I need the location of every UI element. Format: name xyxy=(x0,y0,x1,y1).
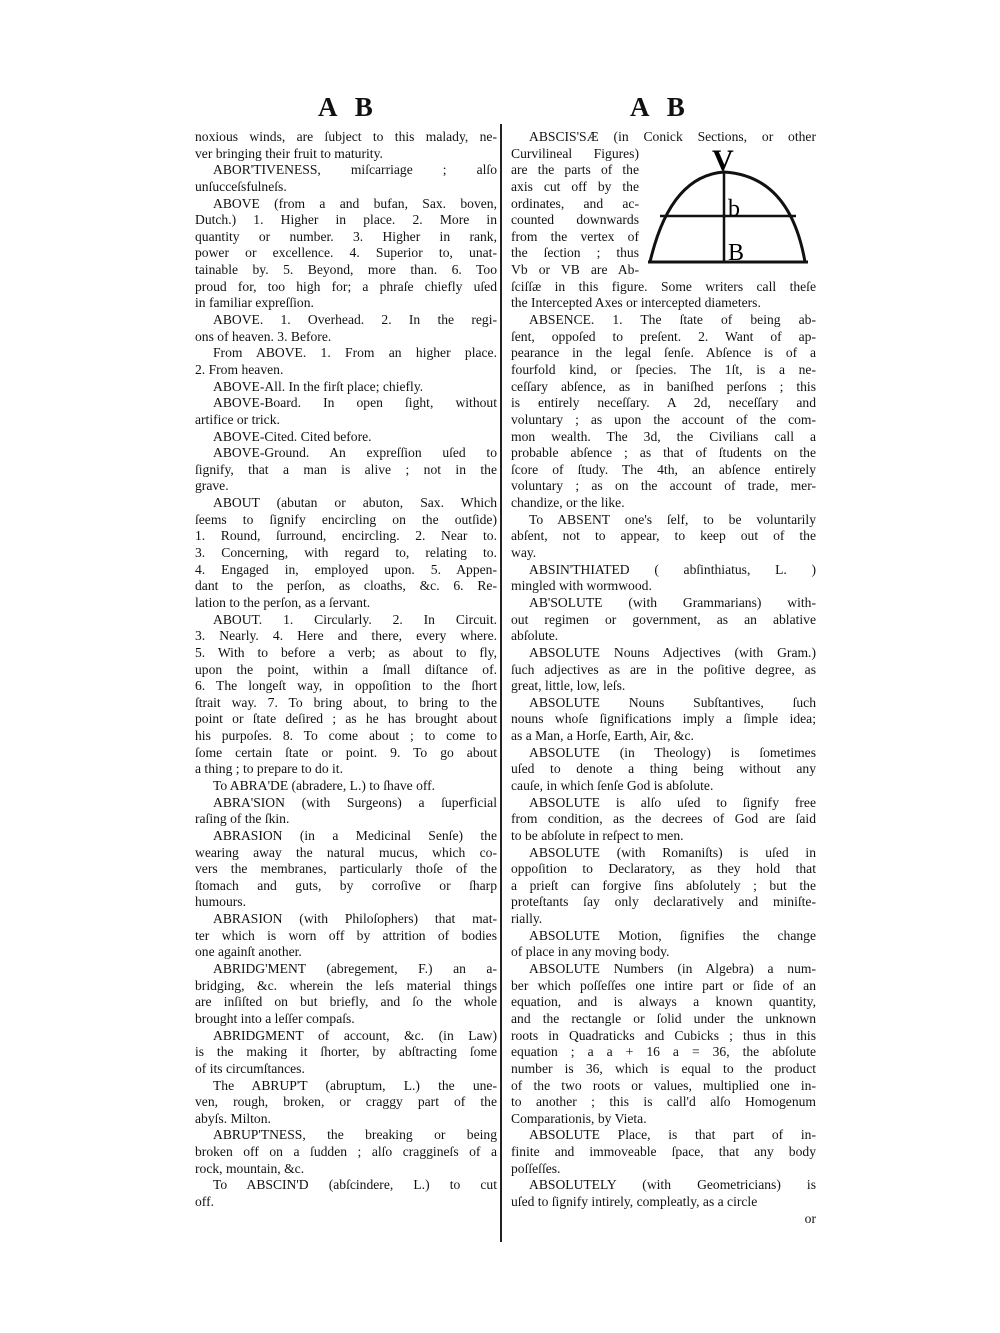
entry-text-line: as a Man, a Horſe, Earth, Air, &c. xyxy=(511,728,694,744)
entry-text-line: is the making it ſhorter, by abſtracting ſome xyxy=(195,1044,497,1060)
entry-text-line: wearing away the natural mucus, which co- xyxy=(195,844,497,860)
entry-text-line: point or ſtate deſired ; as he has brought about xyxy=(195,711,497,727)
entry-text-line: ſeems to ſignify encircling on the outſide) xyxy=(195,511,497,527)
entry-text-line: ceſſary abſence, as in baniſhed perſons ; this xyxy=(511,378,816,394)
entry-text-line: great, little, low, leſs. xyxy=(511,678,626,694)
entry-text-line: voluntary ; as upon the account of the com- xyxy=(511,411,816,427)
entry-text-line: a thing ; to prepare to do it. xyxy=(195,761,343,777)
entry-text-line: are inſiſted on but briefly, and ſo the whole xyxy=(195,994,497,1010)
entry-headline: ABOUT (abutan or abuton, Sax. Which xyxy=(213,495,497,511)
entry-headline: ABSOLUTE Nouns Subſtantives, ſuch xyxy=(529,694,816,710)
entry-text-line: from the vertex of xyxy=(511,228,639,244)
entry-text-line: grave. xyxy=(195,478,229,494)
entry-headline: ABRUP'TNESS, the breaking or being xyxy=(213,1127,497,1143)
entry-text-line: Vb or VB are Ab- xyxy=(511,262,639,278)
entry-text-line: lation to the perſon, as a ſervant. xyxy=(195,594,371,610)
entry-text-line: axis cut off by the xyxy=(511,178,639,194)
entry-text-line: of its circumſtances. xyxy=(195,1060,305,1076)
entry-text-line: the Intercepted Axes or intercepted diameters. xyxy=(511,295,761,311)
entry-headline: ABSOLUTE (with Romaniſts) is uſed in xyxy=(529,844,816,860)
entry-headline: ABRA'SION (with Surgeons) a ſuperficial xyxy=(213,794,497,810)
entry-headline: or xyxy=(804,1210,816,1226)
entry-headline: ABOVE (from a and bufan, Sax. boven, xyxy=(213,195,497,211)
entry-text-line: 4. Engaged in, employed upon. 5. Appen- xyxy=(195,561,497,577)
entry-text-line: 5. With to before a verb; as about to fly, xyxy=(195,644,497,660)
entry-text-line: proud for, too high for; a phraſe chiefly uſed xyxy=(195,278,497,294)
entry-text-line: way. xyxy=(511,545,537,561)
entry-text-line: rially. xyxy=(511,911,543,927)
entry-text-line: his purpoſes. 8. To come about ; to come to xyxy=(195,728,497,744)
entry-text-line: are the parts of the xyxy=(511,162,639,178)
entry-text-line: unſucceſsfulneſs. xyxy=(195,178,287,194)
entry-text-line: tainable by. 5. Beyond, more than. 6. Too xyxy=(195,262,497,278)
vertex-label: V xyxy=(712,144,734,177)
entry-text-line: ſuch adjectives as are in the poſitive degree, as xyxy=(511,661,816,677)
entry-text-line: off. xyxy=(195,1194,215,1209)
entry-text-line: number is 36, which is equal to the product xyxy=(511,1060,816,1076)
entry-text-line: uſed to denote a thing being without any xyxy=(511,761,816,777)
entry-text-line: in familiar expreſſion. xyxy=(195,295,314,311)
entry-text-line: is entirely neceſſary. A 2d, neceſſary and xyxy=(511,395,816,411)
entry-text-line: humours. xyxy=(195,894,246,910)
entry-text-line: and the rectangle or ſolid under the unknown xyxy=(511,1010,816,1026)
entry-text-line: the ſection ; thus xyxy=(511,245,639,261)
entry-text-line: ſent, oppoſed to preſent. 2. Want of ap- xyxy=(511,328,816,344)
entry-text-line: 6. The longeſt way, in oppoſition to the ſhort xyxy=(195,678,497,694)
entry-headline: ABSCIS'SÆ (in Conick Sections, or other xyxy=(529,129,816,144)
entry-text-line: quantity or number. 3. Higher in rank, xyxy=(195,228,497,244)
entry-text-line: poſſeſſes. xyxy=(511,1160,561,1176)
entry-text-line: 3. Nearly. 4. Here and there, every where. xyxy=(195,628,497,644)
entry-text-line: ſcore of ſtudy. The 4th, an abſence entirely xyxy=(511,461,816,477)
entry-headline: ABOR'TIVENESS, miſcarriage ; alſo xyxy=(213,162,497,178)
entry-text-line: one againſt another. xyxy=(195,944,302,960)
entry-text-line: brought into a leſſer compaſs. xyxy=(195,1010,355,1026)
running-header-right: A B xyxy=(630,92,691,122)
entry-text-line: oppoſition to Declaratory, as they hold that xyxy=(511,861,816,877)
entry-text-line: pearance in the legal ſenſe. Abſence is of a xyxy=(511,345,816,361)
entry-text-line: vers the membranes, particularly thoſe of the xyxy=(195,861,497,877)
entry-text-line: bridging, &c. wherein the leſs material things xyxy=(195,977,497,993)
entry-text-line: from condition, as the decrees of God are ſaid xyxy=(511,811,816,827)
entry-headline: ABOVE. 1. Overhead. 2. In the regi- xyxy=(213,312,497,328)
entry-text-line: mon wealth. The 3d, the Civilians call a xyxy=(511,428,816,444)
entry-text-line: abſent, not to appear, to keep out of the xyxy=(511,528,816,544)
entry-text-line: counted downwards xyxy=(511,212,639,228)
entry-text-line: upon the point, within a ſmall diſtance of. xyxy=(195,661,497,677)
entry-text-line: of the two roots or values, multiplied one in- xyxy=(511,1077,816,1093)
entry-text-line: 1. Round, ſurround, encircling. 2. Near to. xyxy=(195,528,497,544)
entry-text-line: power or excellence. 4. Superior to, unat- xyxy=(195,245,497,261)
entry-headline: ABOVE-Ground. An expreſſion uſed to xyxy=(213,445,497,461)
entry-headline: ABSIN'THIATED ( abſinthiatus, L. ) xyxy=(529,561,816,577)
entry-text-line: uſed to ſignify intirely, compleatly, as a circle xyxy=(511,1194,758,1209)
running-header-left: A B xyxy=(318,92,379,122)
entry-headline: ABRASION (in a Medicinal Senſe) the xyxy=(213,827,497,843)
entry-headline: noxious winds, are ſubject to this malady, ne- xyxy=(195,129,497,144)
point-B-label: B xyxy=(728,240,745,266)
entry-text-line: equation ; a a + 16 a = 36, the abſolute xyxy=(511,1044,816,1060)
entry-text-line: to another ; this is call'd alſo Homogenum xyxy=(511,1094,816,1110)
entry-text-line: nouns whoſe ſignifications imply a ſimple idea; xyxy=(511,711,816,727)
entry-headline: ABOVE-All. In the firſt place; chiefly. xyxy=(213,378,424,394)
entry-text-line: mingled with wormwood. xyxy=(511,578,652,594)
entry-text-line: 3. Concerning, with regard to, relating to. xyxy=(195,545,497,561)
entry-text-line: to be abſolute in reſpect to men. xyxy=(511,827,684,843)
entry-headline: ABSOLUTE (in Theology) is ſometimes xyxy=(529,744,816,760)
entry-headline: ABSENCE. 1. The ſtate of being ab- xyxy=(529,312,816,328)
entry-text-line: 2. From heaven. xyxy=(195,361,284,377)
entry-headline: To ABRA'DE (abradere, L.) to ſhave off. xyxy=(213,777,436,793)
entry-text-line: broken off on a ſudden ; alſo cragginеſs of a xyxy=(195,1144,497,1160)
entry-text-line: chandize, or the like. xyxy=(511,495,625,511)
entry-headline: The ABRUP'T (abruptum, L.) the une- xyxy=(213,1077,497,1093)
entry-text-line: Curvilineal Figures) xyxy=(511,145,639,161)
entry-headline: ABSOLUTE Nouns Adjectives (with Gram.) xyxy=(529,644,816,660)
entry-text-line: ber which poſſeſſes one intire part or ſide of an xyxy=(511,977,816,993)
entry-text-line: ſignify, that a man is alive ; not in the xyxy=(195,461,497,477)
entry-text-line: of place in any moving body. xyxy=(511,944,670,960)
entry-headline: ABOUT. 1. Circularly. 2. In Circuit. xyxy=(213,611,497,627)
entry-headline: ABRASION (with Philoſophers) that mat- xyxy=(213,911,497,927)
entry-text-line: dant to the perſon, as cloaths, &c. 6. Re- xyxy=(195,578,497,594)
entry-text-line: a prieſt can forgive ſins abſolutely ; but the xyxy=(511,877,816,893)
entry-headline: ABSOLUTE Numbers (in Algebra) a num- xyxy=(529,961,816,977)
entry-text-line: cauſe, in which ſenſe God is abſolute. xyxy=(511,777,714,793)
entry-headline: ABSOLUTE Motion, ſignifies the change xyxy=(529,927,816,943)
entry-text-line: rock, mountain, &c. xyxy=(195,1160,305,1176)
entry-text-line: voluntary ; as on the account of trade, mer- xyxy=(511,478,816,494)
entry-text-line: Comparationis, by Vieta. xyxy=(511,1110,647,1126)
entry-text-line: ſciſſæ in this figure. Some writers call theſe xyxy=(511,278,816,294)
entry-text-line: ven, rough, broken, or craggy part of the xyxy=(195,1094,497,1110)
entry-headline: ABOVE-Cited. Cited before. xyxy=(213,428,372,444)
entry-headline: ABRIDGMENT of account, &c. (in Law) xyxy=(213,1027,497,1043)
entry-text-line: ter which is worn off by attrition of bodies xyxy=(195,927,497,943)
entry-headline: To ABSCIN'D (abſcindere, L.) to cut xyxy=(213,1177,497,1193)
entry-text-line: roots in Quadraticks and Cubicks ; thus in this xyxy=(511,1027,816,1043)
entry-text-line: Dutch.) 1. Higher in place. 2. More in xyxy=(195,212,497,228)
entry-headline: ABSOLUTE Place, is that part of in- xyxy=(529,1127,816,1143)
entry-text-line: out regimen or government, as an ablative xyxy=(511,611,816,627)
entry-text-line: ordinates, and ac- xyxy=(511,195,639,211)
column-divider xyxy=(500,124,502,1242)
entry-headline: ABSOLUTELY (with Geometricians) is xyxy=(529,1177,816,1193)
entry-text-line: proteſtants ſay only declaratively and miniſte- xyxy=(511,894,816,910)
entry-headline: ABRIDG'MENT (abregement, F.) an a- xyxy=(213,961,497,977)
entry-text-line: probable abſence ; as that of ſtudents on the xyxy=(511,445,816,461)
entry-text-line: equation, and is always a known quantity, xyxy=(511,994,816,1010)
entry-headline: ABOVE-Board. In open ſight, without xyxy=(213,395,497,411)
entry-text-line: ons of heaven. 3. Before. xyxy=(195,328,332,344)
entry-text-line: finite and immoveable ſpace, that any body xyxy=(511,1144,816,1160)
entry-headline: From ABOVE. 1. From an higher place. xyxy=(213,345,497,361)
entry-text-line: ſtomach and guts, by corroſive or ſharp xyxy=(195,877,497,893)
entry-text-line: abyſs. Milton. xyxy=(195,1110,271,1126)
entry-text-line: ver bringing their fruit to maturity. xyxy=(195,145,383,161)
right-column xyxy=(511,129,816,1227)
entry-text-line: artifice or trick. xyxy=(195,411,280,427)
abscissae-diagram xyxy=(640,140,820,270)
entry-text-line: fourfold kind, or ſpecies. The 1ſt, is a ne- xyxy=(511,361,816,377)
entry-text-line: raſing of the ſkin. xyxy=(195,811,290,827)
entry-text-line: abſolute. xyxy=(511,628,559,644)
left-column xyxy=(195,129,497,1211)
point-b-label: b xyxy=(728,196,740,222)
entry-headline: AB'SOLUTE (with Grammarians) with- xyxy=(529,594,816,610)
entry-text-line: ſome certain ſtate or point. 9. To go about xyxy=(195,744,497,760)
entry-text-line: ſtrait way. 7. To bring about, to bring to the xyxy=(195,694,497,710)
entry-headline: ABSOLUTE is alſo uſed to ſignify free xyxy=(529,794,816,810)
entry-headline: To ABSENT one's ſelf, to be voluntarily xyxy=(529,511,816,527)
